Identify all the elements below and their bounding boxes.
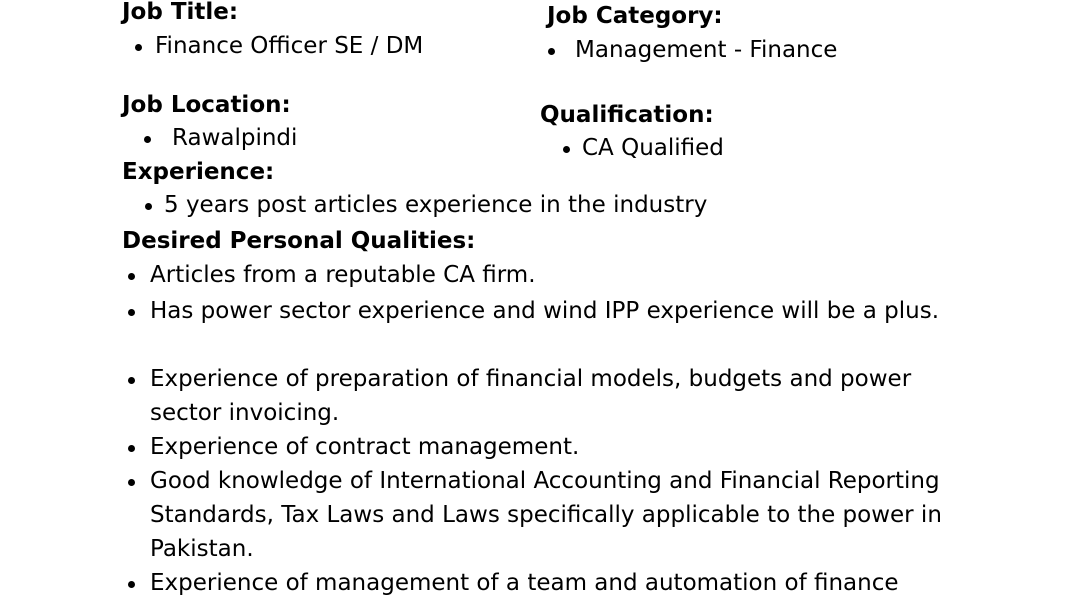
job-title-bullet (135, 44, 142, 51)
job-category-bullet (548, 48, 555, 55)
list-item-text: Experience of preparation of financial models, budgets and power sector invoicing. (150, 366, 912, 426)
list-bullet (128, 581, 135, 588)
list-item (128, 294, 958, 328)
qualification-value: CA Qualified (582, 135, 724, 161)
qualification-bullet (563, 146, 570, 153)
qualification-heading: Qualification: (540, 102, 714, 128)
job-title-heading: Job Title: (122, 0, 239, 25)
job-category-value: Management - Finance (575, 37, 838, 63)
list-item (128, 566, 958, 600)
list-bullet (128, 479, 135, 486)
desired-qualities-heading: Desired Personal Qualities: (122, 228, 476, 254)
list-item (128, 258, 958, 292)
job-location-heading: Job Location: (122, 92, 291, 118)
job-category-heading: Job Category: (547, 3, 723, 29)
list-bullet (128, 309, 135, 316)
list-item-text: Good knowledge of International Accounting and Financial Reporting Standards, Tax Laws and Laws specifically applicable to the power in Pakistan. (150, 468, 942, 562)
experience-heading: Experience: (122, 159, 275, 185)
list-bullet (128, 273, 135, 280)
job-title-value: Finance Officer SE / DM (155, 33, 424, 59)
list-item-text: Experience of contract management. (150, 434, 580, 460)
list-item (128, 464, 958, 566)
experience-bullet (145, 203, 152, 210)
list-bullet (128, 445, 135, 452)
list-item-text: Has power sector experience and wind IPP experience will be a plus. (150, 298, 940, 324)
experience-value: 5 years post articles experience in the industry (164, 192, 708, 218)
list-item (128, 362, 958, 430)
list-bullet (128, 377, 135, 384)
job-location-bullet (144, 136, 151, 143)
list-item-text: Articles from a reputable CA firm. (150, 262, 536, 288)
job-location-value: Rawalpindi (172, 125, 298, 151)
list-item-text: Experience of management of a team and automation of finance (150, 570, 899, 596)
list-item (128, 430, 958, 464)
